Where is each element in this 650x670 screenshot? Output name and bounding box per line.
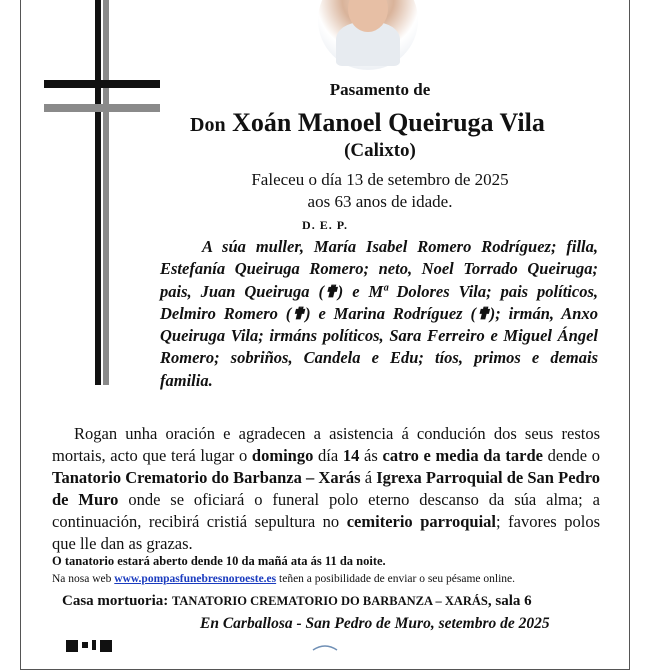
web-note bbox=[52, 573, 515, 585]
ceremony-text-part: Rogan unha oración e agradecen a asistencia á condución dos seus restos mortais, acto que terá lugar o bbox=[52, 424, 600, 465]
deceased-alias: (Calixto) bbox=[344, 140, 416, 161]
mortuary-line bbox=[62, 593, 532, 610]
ceremony-text-part: á bbox=[360, 468, 377, 487]
ceremony-text-part: dende o bbox=[542, 446, 600, 465]
ceremony-time: catro e media da tarde bbox=[382, 446, 543, 465]
ceremony-text-part: onde se oficiará o funeral polo eterno descanso da súa alma; a continuación, recibirá cristiá sepultura no bbox=[52, 490, 600, 531]
ceremony-cemetery: cemiterio parroquial bbox=[346, 512, 497, 531]
deceased-title: Don bbox=[190, 114, 226, 136]
funeral-logo-icon bbox=[312, 644, 338, 652]
death-age: aos 63 anos de idade. bbox=[307, 192, 453, 211]
heading: Pasamento de bbox=[329, 80, 431, 99]
dep: D. E. P. bbox=[302, 218, 348, 232]
opening-hours-note: O tanatorio estará aberto dende 10 da mañá ata ás 11 da noite. bbox=[52, 554, 386, 568]
deceased-name: Xoán Manoel Queiruga Vila bbox=[232, 108, 545, 137]
ceremony-date: 14 bbox=[342, 446, 360, 465]
mortuary-label: Casa mortuoria: bbox=[62, 593, 172, 609]
web-note-text: Na nosa web bbox=[52, 573, 115, 585]
qr-code-icon[interactable] bbox=[66, 638, 116, 658]
website-link[interactable]: www.pompasfunebresnoroeste.es bbox=[114, 573, 277, 585]
ceremony-church: Igrexa Parroquial de San Pedro de Muro bbox=[52, 468, 600, 509]
ceremony-text-part: ás bbox=[359, 446, 383, 465]
ceremony-day: domingo bbox=[251, 446, 314, 465]
deceased-name-line bbox=[190, 108, 545, 138]
family-list: A súa muller, María Isabel Romero Rodríguez; filla, Estefanía Queiruga Romero; neto, Noel Torrado Queiruga; pais, Juan Queiruga (✟) e Mª Dolores Vila; pais políticos, Delmiro Romero (✟) e Marina Rodríguez (✟); irmán, Anxo Queiruga Vila; irmáns políticos, Sara Ferreiro e Miguel Ángel Romero; sobriños, Candela e Edu; tíos, primos e demais familia. bbox=[160, 237, 598, 390]
mortuary-room: , sala 6 bbox=[487, 593, 532, 609]
cross-horizontal-grey bbox=[44, 104, 160, 112]
ceremony-text bbox=[52, 423, 600, 555]
mortuary-place: TANATORIO CREMATORIO DO BARBANZA – XARÁS bbox=[171, 594, 488, 608]
place-date: En Carballosa - San Pedro de Muro, setembro de 2025 bbox=[200, 615, 550, 632]
death-date: Faleceu o día 13 de setembro de 2025 bbox=[251, 170, 509, 189]
ceremony-text-part: día bbox=[313, 446, 343, 465]
web-note-text: teñen a posibilidade de enviar o seu pésame online. bbox=[276, 573, 516, 585]
ceremony-text-part: ; favores polos que lle dan as grazas. bbox=[52, 512, 600, 553]
ceremony-origin: Tanatorio Crematorio do Barbanza – Xarás bbox=[52, 468, 361, 487]
